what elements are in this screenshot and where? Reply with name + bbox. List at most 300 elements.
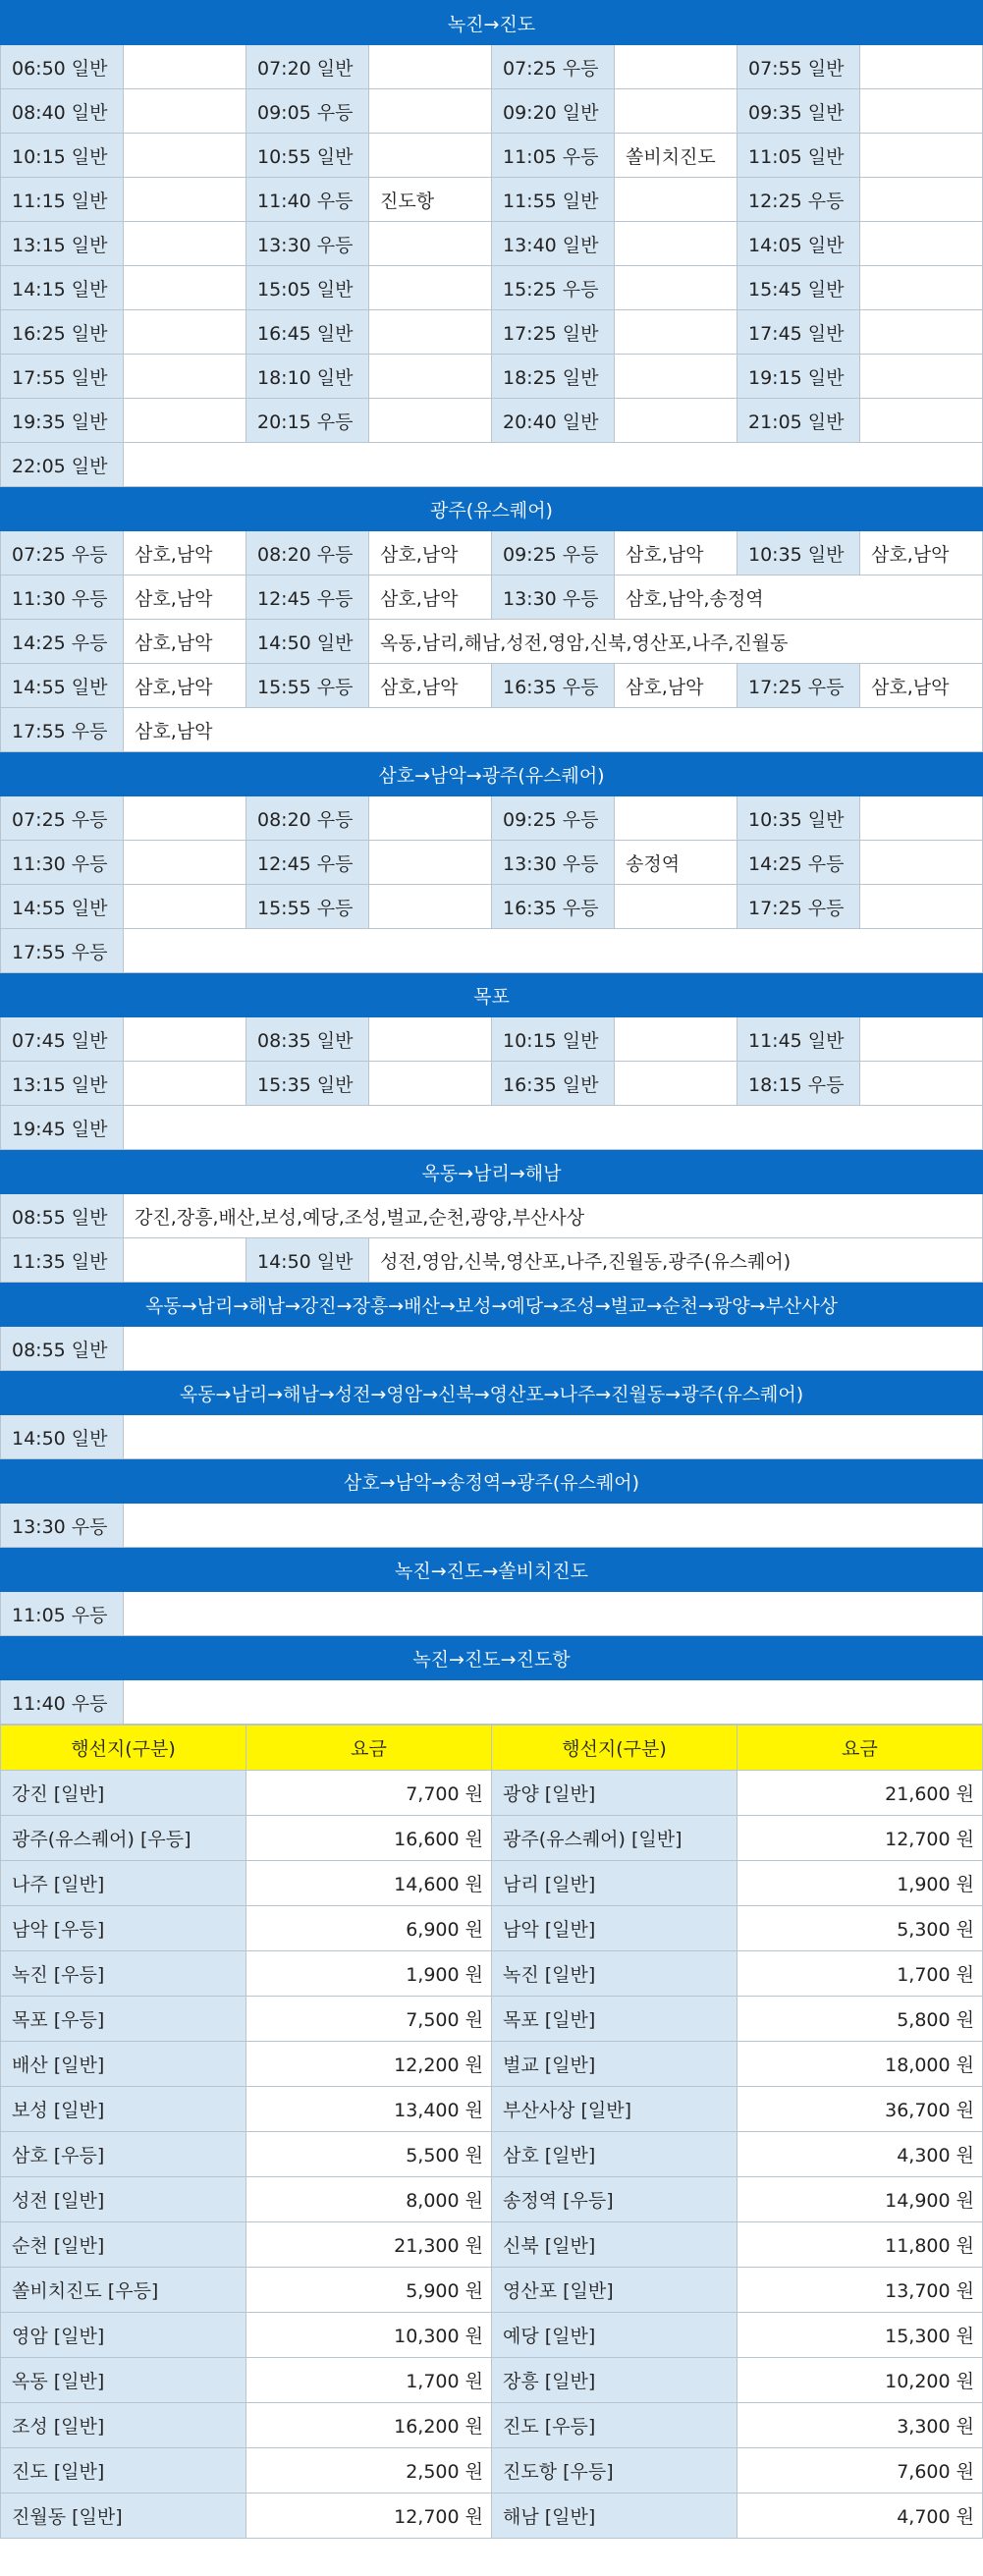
- fare-row: [1, 2177, 983, 2222]
- fare-price: 7,500 원: [246, 1997, 492, 2042]
- fare-table: [0, 1725, 983, 2539]
- departure-time: 17:25 우등: [737, 664, 860, 708]
- schedule-row: [1, 1680, 983, 1725]
- fare-destination: 진도 [일반]: [1, 2448, 246, 2494]
- schedule-row: [1, 266, 983, 310]
- departure-time: 14:05 일반: [737, 222, 860, 266]
- fare-price: 13,400 원: [246, 2087, 492, 2132]
- departure-time: 08:55 일반: [1, 1327, 124, 1371]
- destination-header: 행선지(구분): [1, 1726, 246, 1771]
- via-stops: 성전,영암,신북,영산포,나주,진월동,광주(유스퀘어): [369, 1238, 983, 1283]
- departure-time: 14:50 일반: [1, 1415, 124, 1459]
- via-stops: [124, 310, 246, 355]
- via-stops: 삼호,남악: [615, 531, 737, 575]
- schedule-row: [1, 664, 983, 708]
- departure-time: 21:05 일반: [737, 399, 860, 443]
- schedule-row: [1, 443, 983, 487]
- via-stops: [124, 1238, 246, 1283]
- departure-time: 07:20 일반: [246, 45, 369, 89]
- departure-time: 10:15 일반: [1, 134, 124, 178]
- fare-price: 7,700 원: [246, 1771, 492, 1816]
- via-stops: 삼호,남악: [860, 664, 983, 708]
- fare-price: 1,900 원: [737, 1861, 983, 1906]
- departure-time: 13:15 일반: [1, 222, 124, 266]
- fare-destination: 쏠비치진도 [우등]: [1, 2268, 246, 2313]
- departure-time: 14:55 일반: [1, 664, 124, 708]
- fare-price: 13,700 원: [737, 2268, 983, 2313]
- schedule-row: [1, 45, 983, 89]
- via-stops: [860, 399, 983, 443]
- fare-price: 7,600 원: [737, 2448, 983, 2494]
- via-stops: [124, 796, 246, 841]
- departure-time: 13:30 우등: [492, 841, 615, 885]
- schedule-row: [1, 355, 983, 399]
- via-stops: [124, 1106, 983, 1150]
- section-title: 옥동→남리→해남: [1, 1150, 983, 1194]
- departure-time: 16:45 일반: [246, 310, 369, 355]
- via-stops: [860, 841, 983, 885]
- fare-destination: 배산 [일반]: [1, 2042, 246, 2087]
- departure-time: 13:30 우등: [1, 1504, 124, 1548]
- fare-price: 16,600 원: [246, 1816, 492, 1861]
- via-stops: [615, 1062, 737, 1106]
- schedule-row: [1, 399, 983, 443]
- fare-destination: 보성 [일반]: [1, 2087, 246, 2132]
- via-stops: [124, 45, 246, 89]
- schedule-row: [1, 1062, 983, 1106]
- departure-time: 13:15 일반: [1, 1062, 124, 1106]
- schedule-row: [1, 841, 983, 885]
- fare-destination: 옥동 [일반]: [1, 2358, 246, 2403]
- fare-row: [1, 1771, 983, 1816]
- fare-price: 3,300 원: [737, 2403, 983, 2448]
- schedule-row: [1, 531, 983, 575]
- fare-destination: 남리 [일반]: [492, 1861, 737, 1906]
- departure-time: 17:25 우등: [737, 885, 860, 929]
- departure-time: 19:35 일반: [1, 399, 124, 443]
- schedule-row: [1, 575, 983, 620]
- via-stops: [124, 929, 983, 973]
- via-stops: 삼호,남악: [124, 575, 246, 620]
- fare-row: [1, 2358, 983, 2403]
- section-title: 옥동→남리→해남→강진→장흥→배산→보성→예당→조성→벌교→순천→광양→부산사상: [1, 1283, 983, 1327]
- via-stops: [124, 1062, 246, 1106]
- fare-row: [1, 2403, 983, 2448]
- departure-time: 15:45 일반: [737, 266, 860, 310]
- fare-destination: 조성 [일반]: [1, 2403, 246, 2448]
- via-stops: [124, 89, 246, 134]
- departure-time: 17:55 우등: [1, 929, 124, 973]
- via-stops: [860, 45, 983, 89]
- fare-price: 8,000 원: [246, 2177, 492, 2222]
- fare-destination: 예당 [일반]: [492, 2313, 737, 2358]
- departure-time: 14:50 일반: [246, 620, 369, 664]
- section-header-row: [1, 1283, 983, 1327]
- via-stops: [124, 1680, 983, 1725]
- via-stops: [860, 266, 983, 310]
- section-header-row: [1, 1, 983, 45]
- schedule-row: [1, 1238, 983, 1283]
- schedule-row: [1, 1504, 983, 1548]
- departure-time: 11:45 일반: [737, 1017, 860, 1062]
- fare-row: [1, 2494, 983, 2539]
- departure-time: 18:15 우등: [737, 1062, 860, 1106]
- fare-destination: 삼호 [일반]: [492, 2132, 737, 2177]
- fare-row: [1, 2132, 983, 2177]
- via-stops: [860, 1017, 983, 1062]
- departure-time: 19:45 일반: [1, 1106, 124, 1150]
- schedule-row: [1, 620, 983, 664]
- schedule-row: [1, 222, 983, 266]
- via-stops: [860, 89, 983, 134]
- schedule-row: [1, 929, 983, 973]
- departure-time: 11:35 일반: [1, 1238, 124, 1283]
- departure-time: 11:30 우등: [1, 841, 124, 885]
- fare-price: 5,300 원: [737, 1906, 983, 1951]
- fare-price: 21,300 원: [246, 2222, 492, 2268]
- schedule-row: [1, 1415, 983, 1459]
- section-header-row: [1, 752, 983, 796]
- fare-price: 14,900 원: [737, 2177, 983, 2222]
- via-stops: 삼호,남악: [369, 531, 492, 575]
- departure-time: 16:35 우등: [492, 664, 615, 708]
- via-stops: [124, 1415, 983, 1459]
- schedule-row: [1, 134, 983, 178]
- fare-destination: 장흥 [일반]: [492, 2358, 737, 2403]
- via-stops: [124, 1592, 983, 1636]
- fare-destination: 광주(유스퀘어) [우등]: [1, 1816, 246, 1861]
- via-stops: [615, 310, 737, 355]
- fare-row: [1, 1997, 983, 2042]
- departure-time: 22:05 일반: [1, 443, 124, 487]
- via-stops: [615, 355, 737, 399]
- fare-price: 15,300 원: [737, 2313, 983, 2358]
- section-title: 목포: [1, 973, 983, 1017]
- fare-price: 1,700 원: [246, 2358, 492, 2403]
- via-stops: 삼호,남악: [369, 575, 492, 620]
- fare-price: 12,700 원: [246, 2494, 492, 2539]
- schedule-row: [1, 178, 983, 222]
- fare-price: 5,900 원: [246, 2268, 492, 2313]
- via-stops: [615, 796, 737, 841]
- departure-time: 11:40 우등: [1, 1680, 124, 1725]
- fare-row: [1, 2268, 983, 2313]
- via-stops: 삼호,남악: [124, 531, 246, 575]
- fare-destination: 광주(유스퀘어) [일반]: [492, 1816, 737, 1861]
- via-stops: [615, 1017, 737, 1062]
- fare-price: 12,700 원: [737, 1816, 983, 1861]
- section-header-row: [1, 1548, 983, 1592]
- via-stops: [124, 355, 246, 399]
- via-stops: [860, 1062, 983, 1106]
- departure-time: 14:25 우등: [1, 620, 124, 664]
- fare-price: 11,800 원: [737, 2222, 983, 2268]
- schedule-row: [1, 89, 983, 134]
- departure-time: 07:55 일반: [737, 45, 860, 89]
- departure-time: 16:25 일반: [1, 310, 124, 355]
- fare-price: 10,300 원: [246, 2313, 492, 2358]
- via-stops: [860, 134, 983, 178]
- departure-time: 08:20 우등: [246, 531, 369, 575]
- departure-time: 10:35 일반: [737, 796, 860, 841]
- via-stops: [124, 885, 246, 929]
- via-stops: [615, 399, 737, 443]
- fare-price: 5,800 원: [737, 1997, 983, 2042]
- via-stops: [369, 89, 492, 134]
- fare-price: 36,700 원: [737, 2087, 983, 2132]
- via-stops: [124, 1504, 983, 1548]
- via-stops: [369, 45, 492, 89]
- departure-time: 15:25 우등: [492, 266, 615, 310]
- via-stops: [369, 841, 492, 885]
- fare-price: 14,600 원: [246, 1861, 492, 1906]
- fare-price: 1,900 원: [246, 1951, 492, 1997]
- fare-price: 12,200 원: [246, 2042, 492, 2087]
- departure-time: 10:15 일반: [492, 1017, 615, 1062]
- departure-time: 10:35 일반: [737, 531, 860, 575]
- via-stops: [124, 1327, 983, 1371]
- departure-time: 17:55 일반: [1, 355, 124, 399]
- fare-row: [1, 2087, 983, 2132]
- fare-destination: 진도항 [우등]: [492, 2448, 737, 2494]
- departure-time: 15:35 일반: [246, 1062, 369, 1106]
- departure-time: 12:45 우등: [246, 841, 369, 885]
- via-stops: 삼호,남악: [124, 664, 246, 708]
- departure-time: 11:05 우등: [1, 1592, 124, 1636]
- via-stops: [615, 178, 737, 222]
- via-stops: 삼호,남악: [124, 708, 983, 752]
- fare-destination: 목포 [일반]: [492, 1997, 737, 2042]
- fare-price: 5,500 원: [246, 2132, 492, 2177]
- via-stops: [369, 399, 492, 443]
- via-stops: 강진,장흥,배산,보성,예당,조성,벌교,순천,광양,부산사상: [124, 1194, 983, 1238]
- departure-time: 17:45 일반: [737, 310, 860, 355]
- fare-destination: 목포 [우등]: [1, 1997, 246, 2042]
- section-title: 녹진→진도: [1, 1, 983, 45]
- departure-time: 13:30 우등: [492, 575, 615, 620]
- via-stops: [369, 222, 492, 266]
- fare-destination: 나주 [일반]: [1, 1861, 246, 1906]
- fare-destination: 해남 [일반]: [492, 2494, 737, 2539]
- schedule-row: [1, 1592, 983, 1636]
- fare-destination: 남악 [우등]: [1, 1906, 246, 1951]
- departure-time: 15:55 우등: [246, 885, 369, 929]
- departure-time: 16:35 일반: [492, 1062, 615, 1106]
- via-stops: 옥동,남리,해남,성전,영암,신북,영산포,나주,진월동: [369, 620, 983, 664]
- section-title: 광주(유스퀘어): [1, 487, 983, 531]
- via-stops: [615, 89, 737, 134]
- fare-destination: 삼호 [우등]: [1, 2132, 246, 2177]
- departure-time: 12:25 우등: [737, 178, 860, 222]
- fare-destination: 부산사상 [일반]: [492, 2087, 737, 2132]
- via-stops: [860, 885, 983, 929]
- fare-destination: 순천 [일반]: [1, 2222, 246, 2268]
- schedule-row: [1, 1194, 983, 1238]
- departure-time: 14:55 일반: [1, 885, 124, 929]
- via-stops: [124, 266, 246, 310]
- departure-time: 18:25 일반: [492, 355, 615, 399]
- departure-time: 20:15 우등: [246, 399, 369, 443]
- departure-time: 11:55 일반: [492, 178, 615, 222]
- section-title: 녹진→진도→쏠비치진도: [1, 1548, 983, 1592]
- schedule-row: [1, 1106, 983, 1150]
- departure-time: 15:05 일반: [246, 266, 369, 310]
- via-stops: [124, 1017, 246, 1062]
- section-header-row: [1, 973, 983, 1017]
- departure-time: 16:35 우등: [492, 885, 615, 929]
- via-stops: [369, 1017, 492, 1062]
- via-stops: 진도항: [369, 178, 492, 222]
- via-stops: [124, 222, 246, 266]
- via-stops: [369, 796, 492, 841]
- departure-time: 11:30 우등: [1, 575, 124, 620]
- destination-header: 행선지(구분): [492, 1726, 737, 1771]
- departure-time: 14:15 일반: [1, 266, 124, 310]
- departure-time: 18:10 일반: [246, 355, 369, 399]
- departure-time: 08:40 일반: [1, 89, 124, 134]
- departure-time: 10:55 일반: [246, 134, 369, 178]
- departure-time: 15:55 우등: [246, 664, 369, 708]
- fare-price: 18,000 원: [737, 2042, 983, 2087]
- via-stops: [615, 222, 737, 266]
- fare-row: [1, 2313, 983, 2358]
- fare-destination: 광양 [일반]: [492, 1771, 737, 1816]
- fare-destination: 영산포 [일반]: [492, 2268, 737, 2313]
- fare-destination: 송정역 [우등]: [492, 2177, 737, 2222]
- via-stops: [124, 443, 983, 487]
- via-stops: [369, 1062, 492, 1106]
- via-stops: 송정역: [615, 841, 737, 885]
- departure-time: 09:05 우등: [246, 89, 369, 134]
- fare-destination: 신북 [일반]: [492, 2222, 737, 2268]
- fare-destination: 성전 [일반]: [1, 2177, 246, 2222]
- via-stops: [369, 355, 492, 399]
- via-stops: [369, 310, 492, 355]
- departure-time: 09:25 우등: [492, 796, 615, 841]
- departure-time: 07:45 일반: [1, 1017, 124, 1062]
- via-stops: [124, 399, 246, 443]
- via-stops: 쏠비치진도: [615, 134, 737, 178]
- via-stops: 삼호,남악,송정역: [615, 575, 983, 620]
- departure-time: 11:40 우등: [246, 178, 369, 222]
- fare-price: 4,700 원: [737, 2494, 983, 2539]
- departure-time: 07:25 우등: [492, 45, 615, 89]
- departure-time: 07:25 우등: [1, 531, 124, 575]
- via-stops: [369, 885, 492, 929]
- fare-destination: 녹진 [우등]: [1, 1951, 246, 1997]
- fare-row: [1, 2222, 983, 2268]
- section-header-row: [1, 1636, 983, 1680]
- section-title: 옥동→남리→해남→성전→영암→신북→영산포→나주→진월동→광주(유스퀘어): [1, 1371, 983, 1415]
- fare-price: 4,300 원: [737, 2132, 983, 2177]
- departure-time: 08:35 일반: [246, 1017, 369, 1062]
- via-stops: [615, 45, 737, 89]
- fare-destination: 벌교 [일반]: [492, 2042, 737, 2087]
- section-title: 삼호→남악→광주(유스퀘어): [1, 752, 983, 796]
- via-stops: [369, 266, 492, 310]
- section-header-row: [1, 1371, 983, 1415]
- fare-header: 요금: [246, 1726, 492, 1771]
- departure-time: 19:15 일반: [737, 355, 860, 399]
- via-stops: 삼호,남악: [124, 620, 246, 664]
- departure-time: 13:40 일반: [492, 222, 615, 266]
- via-stops: [860, 796, 983, 841]
- departure-time: 09:25 우등: [492, 531, 615, 575]
- fare-destination: 녹진 [일반]: [492, 1951, 737, 1997]
- fare-row: [1, 1906, 983, 1951]
- schedule-row: [1, 885, 983, 929]
- departure-time: 13:30 우등: [246, 222, 369, 266]
- via-stops: [860, 310, 983, 355]
- section-header-row: [1, 1459, 983, 1504]
- schedule-row: [1, 310, 983, 355]
- via-stops: [615, 885, 737, 929]
- via-stops: [615, 266, 737, 310]
- via-stops: [860, 178, 983, 222]
- via-stops: 삼호,남악: [369, 664, 492, 708]
- fare-price: 1,700 원: [737, 1951, 983, 1997]
- fare-header: 요금: [737, 1726, 983, 1771]
- fare-destination: 진도 [우등]: [492, 2403, 737, 2448]
- via-stops: [369, 134, 492, 178]
- fare-header-row: [1, 1726, 983, 1771]
- fare-destination: 진월동 [일반]: [1, 2494, 246, 2539]
- fare-row: [1, 2042, 983, 2087]
- departure-time: 11:05 우등: [492, 134, 615, 178]
- via-stops: [124, 134, 246, 178]
- departure-time: 11:15 일반: [1, 178, 124, 222]
- departure-time: 08:20 우등: [246, 796, 369, 841]
- fare-price: 21,600 원: [737, 1771, 983, 1816]
- section-header-row: [1, 487, 983, 531]
- via-stops: [124, 178, 246, 222]
- departure-time: 09:35 일반: [737, 89, 860, 134]
- schedule-row: [1, 1017, 983, 1062]
- departure-time: 20:40 일반: [492, 399, 615, 443]
- fare-destination: 영암 [일반]: [1, 2313, 246, 2358]
- fare-price: 10,200 원: [737, 2358, 983, 2403]
- departure-time: 14:25 우등: [737, 841, 860, 885]
- via-stops: [860, 355, 983, 399]
- fare-row: [1, 1816, 983, 1861]
- fare-row: [1, 1861, 983, 1906]
- departure-time: 06:50 일반: [1, 45, 124, 89]
- fare-row: [1, 1951, 983, 1997]
- departure-time: 17:25 일반: [492, 310, 615, 355]
- schedule-row: [1, 796, 983, 841]
- departure-time: 09:20 일반: [492, 89, 615, 134]
- via-stops: [860, 222, 983, 266]
- via-stops: 삼호,남악: [615, 664, 737, 708]
- departure-time: 11:05 일반: [737, 134, 860, 178]
- via-stops: [124, 841, 246, 885]
- fare-price: 6,900 원: [246, 1906, 492, 1951]
- fare-row: [1, 2448, 983, 2494]
- via-stops: 삼호,남악: [860, 531, 983, 575]
- departure-time: 17:55 우등: [1, 708, 124, 752]
- section-title: 삼호→남악→송정역→광주(유스퀘어): [1, 1459, 983, 1504]
- schedule-row: [1, 708, 983, 752]
- fare-destination: 남악 [일반]: [492, 1906, 737, 1951]
- section-title: 녹진→진도→진도항: [1, 1636, 983, 1680]
- schedule-row: [1, 1327, 983, 1371]
- fare-price: 2,500 원: [246, 2448, 492, 2494]
- departure-time: 08:55 일반: [1, 1194, 124, 1238]
- departure-time: 07:25 우등: [1, 796, 124, 841]
- fare-price: 16,200 원: [246, 2403, 492, 2448]
- fare-destination: 강진 [일반]: [1, 1771, 246, 1816]
- departure-time: 14:50 일반: [246, 1238, 369, 1283]
